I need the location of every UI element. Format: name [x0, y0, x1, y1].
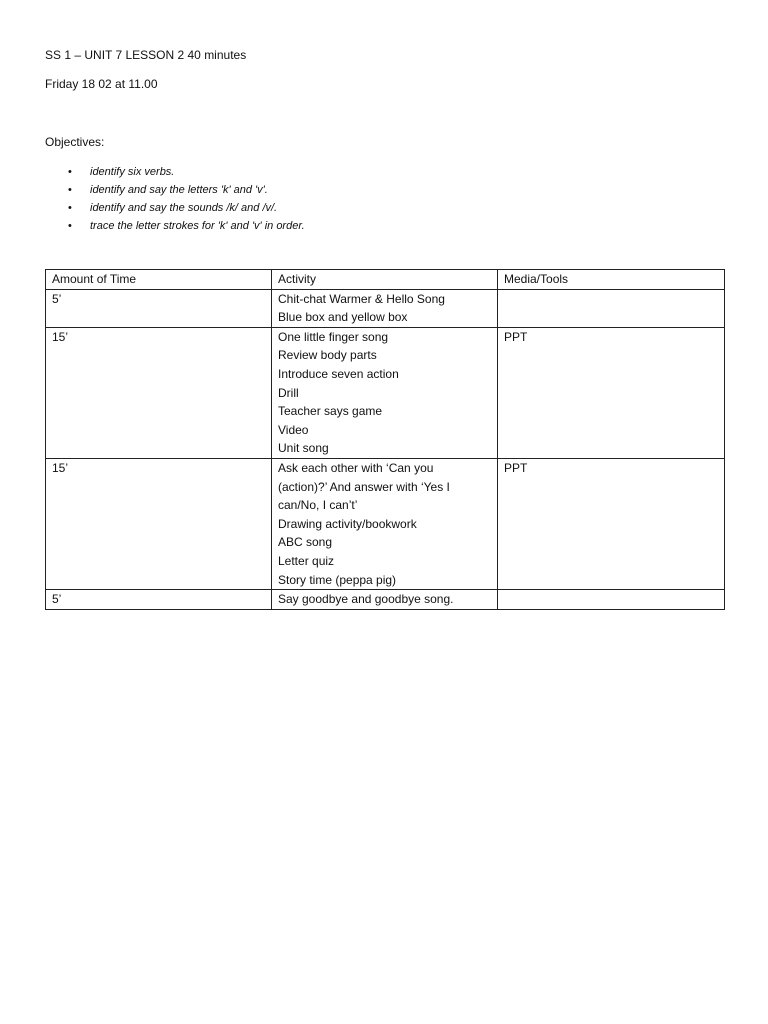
activity-line: (action)?’ And answer with ‘Yes I	[278, 479, 450, 494]
activity-cell	[272, 327, 498, 458]
objective-text: identify six verbs.	[90, 166, 175, 178]
header-media-tools: Media/Tools	[498, 270, 725, 290]
activity-line: Introduce seven action	[278, 366, 399, 381]
lesson-title: SS 1 – UNIT 7 LESSON 2 40 minutes	[45, 48, 247, 62]
objective-text: identify and say the sounds /k/ and /v/.	[90, 202, 278, 214]
bullet-icon: •	[68, 184, 72, 196]
time-cell: 5’	[46, 289, 272, 327]
bullet-icon: •	[68, 166, 72, 178]
activity-line: One little finger song	[278, 329, 389, 344]
time-cell: 5’	[46, 590, 272, 610]
activity-line: Video	[278, 422, 309, 437]
objective-text: trace the letter strokes for 'k' and 'v' in order.	[90, 220, 305, 232]
activity-cell	[272, 458, 498, 589]
table-header-row	[46, 270, 725, 290]
bullet-icon: •	[68, 202, 72, 214]
table-row	[46, 590, 725, 610]
table-row	[46, 327, 725, 458]
activity-line: Letter quiz	[278, 553, 335, 568]
table-row	[46, 289, 725, 327]
activity-line: Teacher says game	[278, 404, 383, 419]
lesson-date: Friday 18 02 at 11.00	[45, 77, 158, 91]
activity-line: Drill	[278, 385, 299, 400]
objective-item	[68, 199, 305, 217]
bullet-icon: •	[68, 220, 72, 232]
time-cell: 15’	[46, 458, 272, 589]
header-activity: Activity	[272, 270, 498, 290]
activity-line: ABC song	[278, 535, 333, 550]
media-cell	[498, 289, 725, 327]
activity-cell	[272, 590, 498, 610]
activity-line: Say goodbye and goodbye song.	[278, 592, 454, 607]
objectives-list	[68, 163, 305, 235]
activity-line: can/No, I can’t’	[278, 498, 358, 513]
media-cell: PPT	[498, 458, 725, 589]
table-row	[46, 458, 725, 589]
activity-line: Ask each other with ‘Can you	[278, 460, 434, 475]
activity-cell	[272, 289, 498, 327]
lesson-plan-table	[45, 269, 725, 610]
activity-line: Story time (peppa pig)	[278, 572, 397, 587]
objective-item	[68, 181, 305, 199]
objective-item	[68, 217, 305, 235]
objectives-heading: Objectives:	[45, 135, 105, 149]
time-cell: 15’	[46, 327, 272, 458]
objective-item	[68, 163, 305, 181]
activity-line: Review body parts	[278, 348, 377, 363]
activity-line: Drawing activity/bookwork	[278, 516, 417, 531]
activity-line: Blue box and yellow box	[278, 310, 408, 325]
activity-line: Chit-chat Warmer & Hello Song	[278, 291, 445, 306]
objective-text: identify and say the letters 'k' and 'v'.	[90, 184, 268, 196]
media-cell: PPT	[498, 327, 725, 458]
activity-line: Unit song	[278, 441, 329, 456]
header-amount-of-time: Amount of Time	[46, 270, 272, 290]
media-cell	[498, 590, 725, 610]
